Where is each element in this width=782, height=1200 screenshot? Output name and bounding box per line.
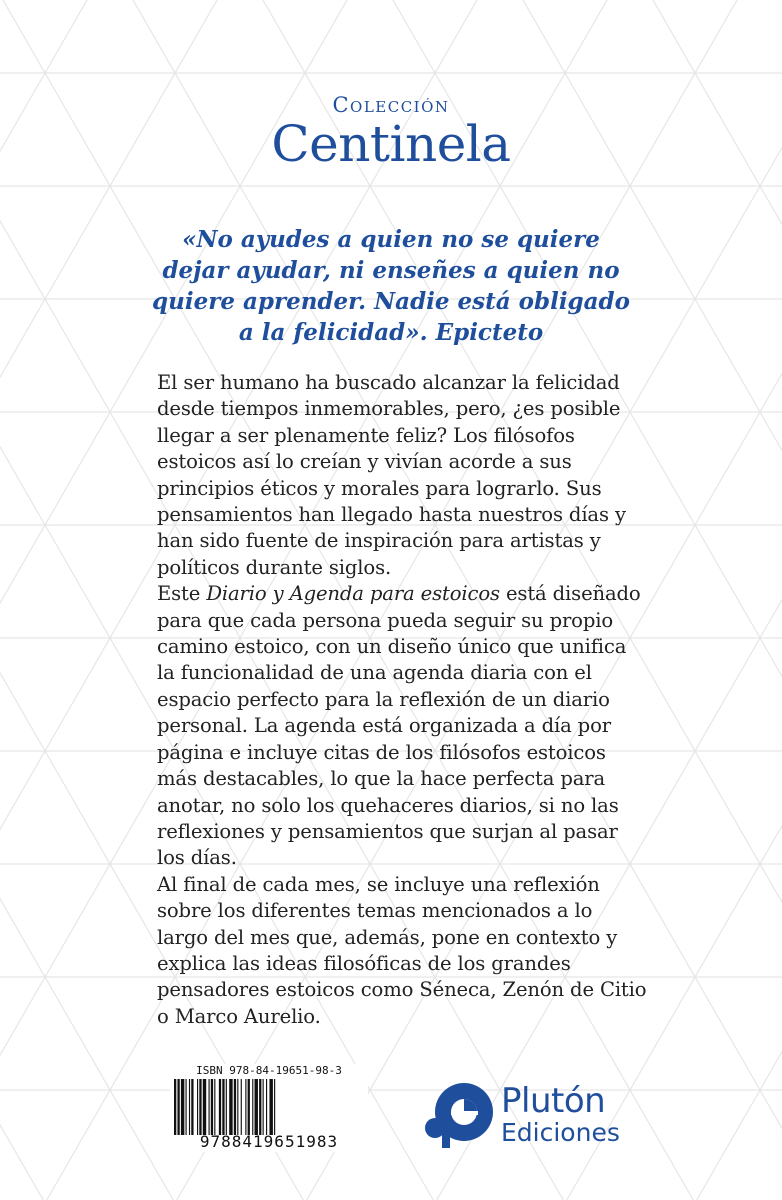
barcode-bar	[252, 1079, 253, 1135]
barcode-bar	[269, 1079, 272, 1135]
book-title-italic: Diario y Agenda para estoicos	[206, 582, 500, 606]
series-label: Colección	[332, 93, 450, 117]
epigraph-quote: «No ayudes a quien no se quiere dejar ayudar, ni enseñes a quien no quiere aprender. Nadie está obligado a la felicidad». Epicteto	[152, 226, 630, 346]
barcode-bar	[266, 1079, 267, 1135]
barcode-bar	[199, 1079, 201, 1135]
barcode-bar	[214, 1079, 215, 1135]
back-cover-description	[157, 370, 647, 1030]
paragraph-2-rest: está diseñado para que cada persona pueda seguir su propio camino estoico, con un diseño único que unifica la funcionalidad de una agenda diaria con el espacio perfecto para la reflexión de un diario personal. La agenda está organizada a día por página e incluye citas de los filósofos estoicos más destacables, lo que la hace perfecta para anotar, no solo los quehaceres diarios, si no las reflexiones y pensamientos que surjan al pasar los días.	[157, 582, 641, 870]
paragraph-3: Al final de cada mes, se incluye una reflexión sobre los diferentes temas mencionados a lo largo del mes que, además, pone en contexto y explica las ideas filosóficas de los grandes pensadores estoicos como Séneca, Zenón de Citio o Marco Aurelio.	[157, 872, 647, 1028]
barcode-bar	[274, 1079, 275, 1135]
barcode-bar	[181, 1079, 184, 1135]
publisher-name: Plutón	[501, 1081, 606, 1121]
barcode-bar	[263, 1079, 264, 1135]
barcode-bar	[197, 1079, 198, 1135]
publisher-subtitle: Ediciones	[501, 1118, 620, 1147]
barcode-digits: 9788419651983	[199, 1132, 339, 1151]
series-title: Centinela	[271, 115, 511, 173]
barcode-bar	[255, 1079, 258, 1135]
barcode-bar	[234, 1079, 236, 1135]
barcode-bar	[211, 1079, 213, 1135]
barcode-bar	[174, 1079, 176, 1135]
barcode-bar	[226, 1079, 227, 1135]
isbn-label: ISBN 978-84-19651-98-3	[196, 1064, 342, 1077]
barcode-bar	[237, 1079, 238, 1135]
barcode-bar	[177, 1079, 179, 1135]
paragraph-1: El ser humano ha buscado alcanzar la felicidad desde tiempos inmemorables, pero, ¿es posible llegar a ser plenamente feliz? Los filósofos estoicos así lo creían y vivían acorde a sus principios éticos y morales para lograrlo. Sus pensamientos han llegado hasta nuestros días y han sido fuente de inspiración para artistas y políticos durante siglos.	[157, 371, 626, 579]
barcode-bar	[191, 1079, 193, 1135]
series-logo	[0, 92, 782, 173]
barcode-bar	[245, 1079, 246, 1135]
barcode-bar	[248, 1079, 250, 1135]
barcode-bar	[189, 1079, 190, 1135]
paragraph-2-intro: Este	[157, 582, 201, 606]
isbn-barcode	[170, 1064, 368, 1152]
barcode-bar	[241, 1079, 242, 1135]
barcode-bars	[174, 1079, 364, 1135]
barcode-bar	[186, 1079, 187, 1135]
barcode-bar	[203, 1079, 206, 1135]
barcode-bar	[229, 1079, 232, 1135]
barcode-bar	[222, 1079, 224, 1135]
pluton-logo-icon	[424, 1078, 494, 1150]
barcode-bar	[219, 1079, 221, 1135]
barcode-bar	[209, 1079, 210, 1135]
barcode-bar	[259, 1079, 261, 1135]
publisher-logo	[424, 1078, 654, 1154]
